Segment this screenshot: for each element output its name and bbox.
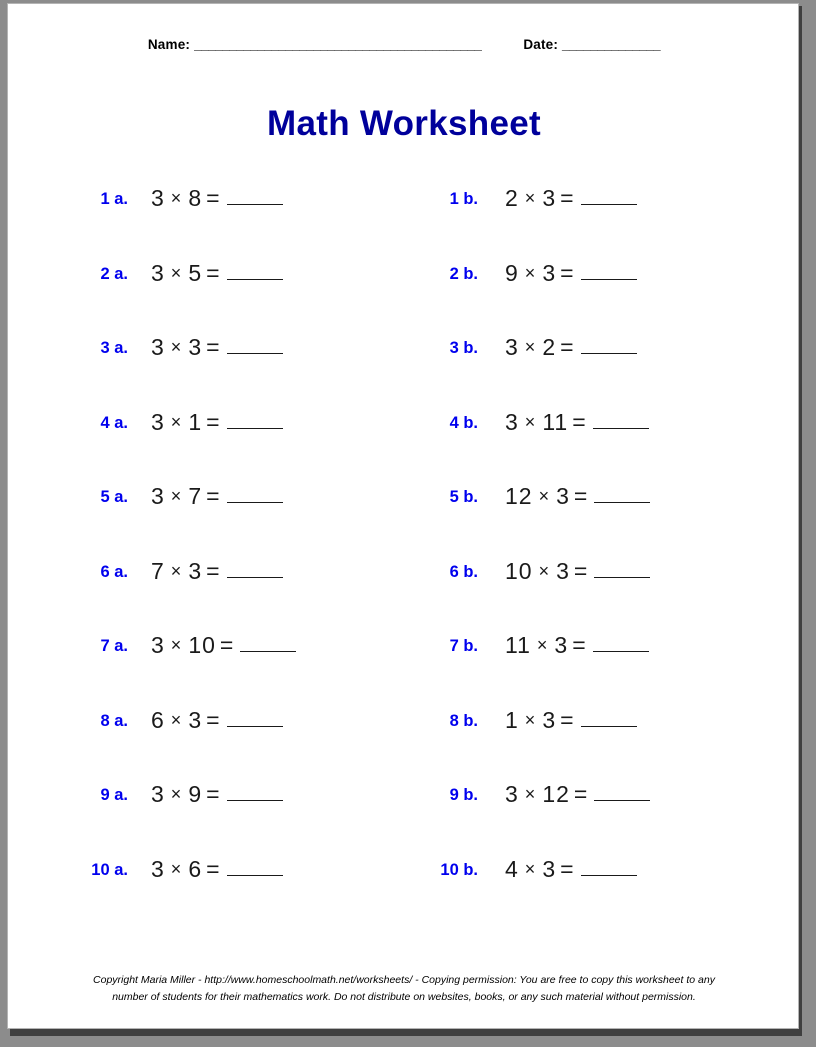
problem-label: 10 b. [440, 860, 478, 879]
problem-expression [504, 558, 650, 585]
problem-expression [504, 409, 649, 436]
problem-expression [504, 483, 650, 510]
answer-blank[interactable] [581, 709, 637, 727]
operand-b: 3 [556, 483, 570, 509]
answer-blank[interactable] [227, 858, 283, 876]
problem-row [8, 775, 800, 850]
answer-blank[interactable] [594, 560, 650, 578]
equals-sign: = [206, 259, 221, 286]
problem-expression [150, 260, 283, 287]
operand-b: 3 [542, 855, 557, 882]
operand-a: 3 [151, 855, 165, 882]
problem-label: 4 a. [100, 413, 128, 432]
answer-blank[interactable] [594, 783, 650, 801]
equals-sign: = [206, 408, 221, 435]
operator-icon: × [170, 560, 183, 581]
operand-a: 3 [151, 483, 165, 509]
problem-expression [504, 781, 650, 808]
problem-label: 6 a. [100, 562, 128, 581]
problem-label: 2 a. [100, 264, 128, 283]
problem-cell [408, 850, 748, 925]
problem-cell [70, 626, 400, 701]
answer-blank[interactable] [593, 634, 649, 652]
operand-b: 3 [188, 334, 203, 360]
operand-b: 12 [542, 781, 570, 807]
equals-sign: = [560, 855, 575, 882]
problem-label: 3 b. [449, 339, 478, 357]
problem-label: 7 b. [449, 637, 478, 655]
problem-label: 1 a. [100, 190, 128, 208]
equals-sign: = [573, 557, 589, 584]
equals-sign: = [572, 632, 587, 658]
answer-blank[interactable] [227, 560, 283, 578]
answer-blank[interactable] [240, 634, 296, 652]
answer-blank[interactable] [581, 187, 637, 205]
answer-blank[interactable] [594, 485, 650, 503]
operand-a: 9 [505, 259, 519, 286]
problem-label: 1 b. [449, 190, 478, 208]
operand-b: 11 [542, 408, 569, 435]
problem-row [8, 328, 800, 403]
equals-sign: = [206, 781, 221, 807]
equals-sign: = [206, 483, 221, 509]
problem-label: 10 a. [91, 860, 128, 879]
date-label: Date: [523, 37, 559, 52]
operand-b: 3 [542, 706, 557, 733]
operator-icon: × [524, 337, 537, 357]
problem-expression [504, 632, 649, 659]
page-title: Math Worksheet [267, 104, 541, 143]
problem-expression [150, 334, 283, 361]
operator-icon: × [524, 262, 537, 283]
problem-label: 9 b. [449, 786, 478, 804]
equals-sign: = [572, 408, 587, 435]
problem-label: 9 a. [100, 786, 128, 804]
operand-a: 7 [151, 557, 165, 584]
worksheet-page [7, 3, 799, 1029]
operator-icon: × [170, 262, 183, 283]
answer-blank[interactable] [227, 411, 283, 429]
problem-row [8, 179, 800, 254]
answer-blank[interactable] [227, 783, 283, 801]
date-blank-field[interactable]: ______________ [562, 37, 661, 52]
operator-icon: × [170, 858, 183, 879]
operand-b: 9 [188, 781, 203, 807]
operand-b: 3 [188, 706, 203, 733]
answer-blank[interactable] [227, 485, 283, 503]
equals-sign: = [219, 632, 235, 658]
operand-a: 2 [505, 185, 519, 211]
name-date-row [8, 37, 800, 52]
operand-a: 1 [505, 706, 519, 733]
operator-icon: × [524, 784, 537, 804]
problem-cell [70, 775, 400, 850]
operand-a: 3 [505, 334, 519, 360]
operand-b: 1 [188, 408, 203, 435]
answer-blank[interactable] [581, 858, 637, 876]
operand-a: 12 [505, 483, 533, 509]
operand-b: 6 [188, 855, 203, 882]
problem-label: 7 a. [100, 637, 128, 655]
problem-label: 8 a. [100, 711, 128, 730]
equals-sign: = [206, 557, 221, 584]
problem-cell [408, 179, 748, 254]
equals-sign: = [206, 855, 221, 882]
operand-b: 3 [188, 557, 203, 584]
problem-expression [504, 707, 637, 734]
operator-icon: × [538, 560, 551, 581]
equals-sign: = [573, 781, 589, 807]
problem-expression [504, 185, 637, 212]
operator-icon: × [170, 709, 183, 730]
copyright-footer [8, 972, 800, 1006]
operand-b: 3 [542, 259, 557, 286]
problem-cell [70, 328, 400, 403]
operator-icon: × [170, 337, 183, 357]
operand-a: 11 [505, 632, 531, 658]
problem-row [8, 850, 800, 925]
operand-a: 3 [505, 781, 519, 807]
problem-row [8, 701, 800, 776]
problem-cell [70, 477, 400, 552]
problem-label: 5 a. [100, 488, 128, 506]
equals-sign: = [560, 185, 575, 211]
name-blank-field[interactable]: _________________________________________ [194, 37, 482, 52]
operand-a: 3 [151, 408, 165, 435]
operand-a: 3 [151, 334, 165, 360]
problem-expression [150, 781, 283, 808]
problem-expression [504, 260, 637, 287]
name-label: Name: [147, 37, 191, 52]
problem-cell [408, 328, 748, 403]
answer-blank[interactable] [227, 336, 283, 354]
operand-a: 3 [151, 185, 165, 211]
problem-label: 8 b. [449, 711, 478, 730]
answer-blank[interactable] [581, 336, 637, 354]
operator-icon: × [524, 188, 537, 208]
equals-sign: = [560, 334, 575, 360]
answer-blank[interactable] [227, 187, 283, 205]
equals-sign: = [206, 185, 221, 211]
operand-a: 10 [505, 557, 533, 584]
equals-sign: = [206, 706, 221, 733]
operator-icon: × [170, 188, 183, 208]
operator-icon: × [170, 784, 183, 804]
problem-expression [150, 409, 283, 436]
problem-cell [70, 254, 400, 329]
problem-cell [70, 850, 400, 925]
operand-b: 8 [188, 185, 203, 211]
operand-b: 3 [556, 557, 570, 584]
equals-sign: = [573, 483, 589, 509]
operator-icon: × [524, 709, 537, 730]
problem-cell [408, 552, 748, 627]
operand-a: 3 [505, 408, 519, 435]
problem-cell [408, 477, 748, 552]
problem-cell [70, 552, 400, 627]
problem-expression [150, 185, 283, 212]
problem-row [8, 403, 800, 478]
problem-row [8, 477, 800, 552]
operand-a: 3 [151, 781, 165, 807]
problem-row [8, 552, 800, 627]
problem-row [8, 626, 800, 701]
problem-cell [408, 254, 748, 329]
operator-icon: × [524, 411, 537, 432]
operand-b: 5 [188, 259, 203, 286]
problem-row [8, 254, 800, 329]
equals-sign: = [560, 706, 575, 733]
problem-cell [408, 701, 748, 776]
problem-label: 3 a. [100, 339, 128, 357]
operand-b: 3 [542, 185, 557, 211]
problem-expression [150, 632, 296, 659]
equals-sign: = [206, 334, 221, 360]
problem-cell [408, 403, 748, 478]
copyright-line-2: number of students for their mathematics work. Do not distribute on websites, books, or any such material without permission. [112, 991, 696, 1003]
answer-blank[interactable] [227, 262, 283, 280]
answer-blank[interactable] [227, 709, 283, 727]
operand-a: 6 [151, 706, 165, 733]
problem-expression [150, 856, 283, 883]
operator-icon: × [170, 486, 183, 506]
answer-blank[interactable] [593, 411, 649, 429]
problem-label: 5 b. [449, 488, 478, 506]
operator-icon: × [538, 486, 551, 506]
problem-cell [70, 403, 400, 478]
problem-label: 6 b. [449, 562, 478, 581]
problem-expression [150, 707, 283, 734]
problem-expression [150, 558, 283, 585]
operand-b: 3 [554, 632, 569, 658]
answer-blank[interactable] [581, 262, 637, 280]
problem-label: 4 b. [449, 413, 478, 432]
problem-cell [408, 775, 748, 850]
operator-icon: × [524, 858, 537, 879]
operand-a: 3 [151, 259, 165, 286]
operand-b: 2 [542, 334, 557, 360]
operand-a: 3 [151, 632, 165, 658]
operator-icon: × [170, 635, 183, 655]
operand-b: 7 [188, 483, 203, 509]
copyright-line-1: Copyright Maria Miller - http://www.homeschoolmath.net/worksheets/ - Copying permission: You are free to copy this worksheet to any [93, 974, 715, 986]
operator-icon: × [170, 411, 183, 432]
problem-expression [150, 483, 283, 510]
operator-icon: × [536, 635, 549, 655]
operand-a: 4 [505, 855, 519, 882]
problem-cell [70, 179, 400, 254]
problem-grid [8, 179, 800, 924]
problem-expression [504, 334, 637, 361]
problem-cell [70, 701, 400, 776]
problem-cell [408, 626, 748, 701]
problem-expression [504, 856, 637, 883]
operand-b: 10 [188, 632, 216, 658]
equals-sign: = [560, 259, 575, 286]
problem-label: 2 b. [449, 264, 478, 283]
